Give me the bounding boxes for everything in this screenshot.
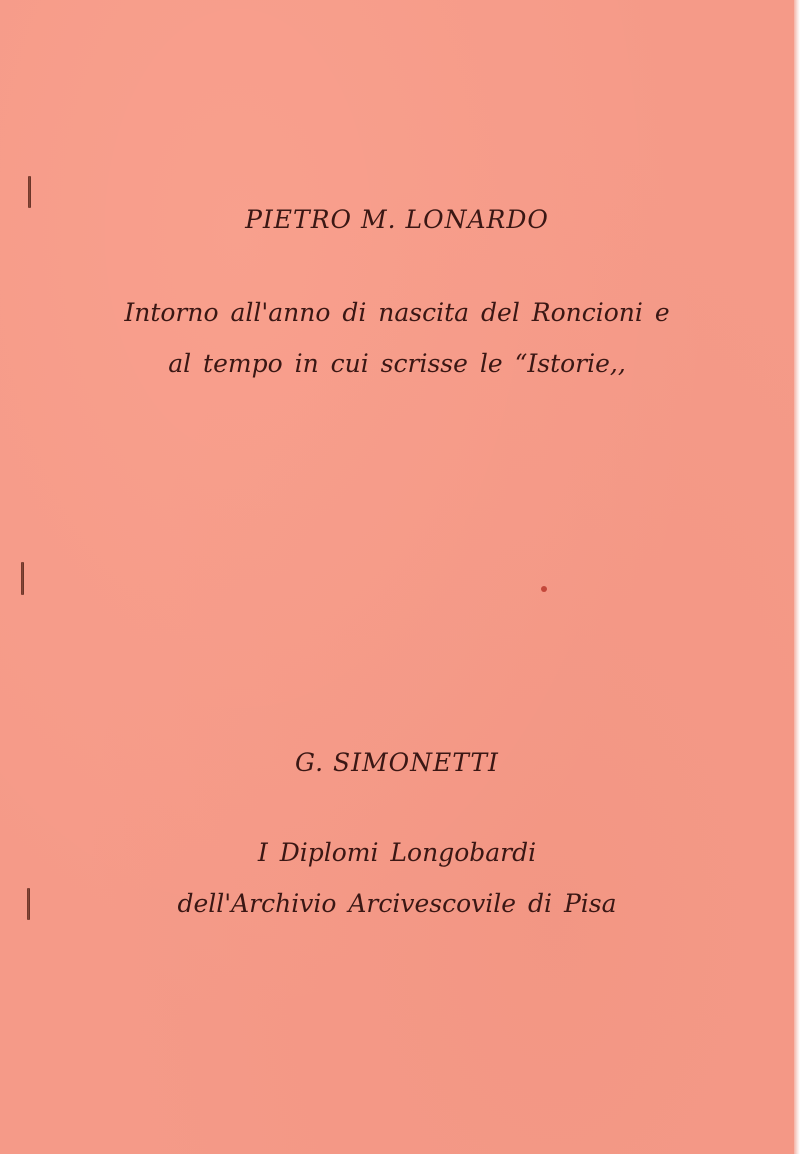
title-2-line-1: I Diplomi Longobardi	[257, 838, 537, 867]
title-1-line-1: Intorno all'anno di nascita del Roncioni e	[124, 298, 670, 327]
scan-edge	[794, 0, 800, 1154]
author-1: PIETRO M. LONARDO	[245, 205, 549, 234]
paper-speck	[541, 586, 547, 592]
staple-middle	[21, 562, 24, 595]
staple-top	[28, 176, 31, 208]
author-2: G. SIMONETTI	[295, 748, 499, 777]
title-2-line-2: dell'Archivio Arcivescovile di Pisa	[177, 889, 617, 918]
title-1-line-2: al tempo in cui scrisse le “Istorie,,	[168, 349, 626, 378]
